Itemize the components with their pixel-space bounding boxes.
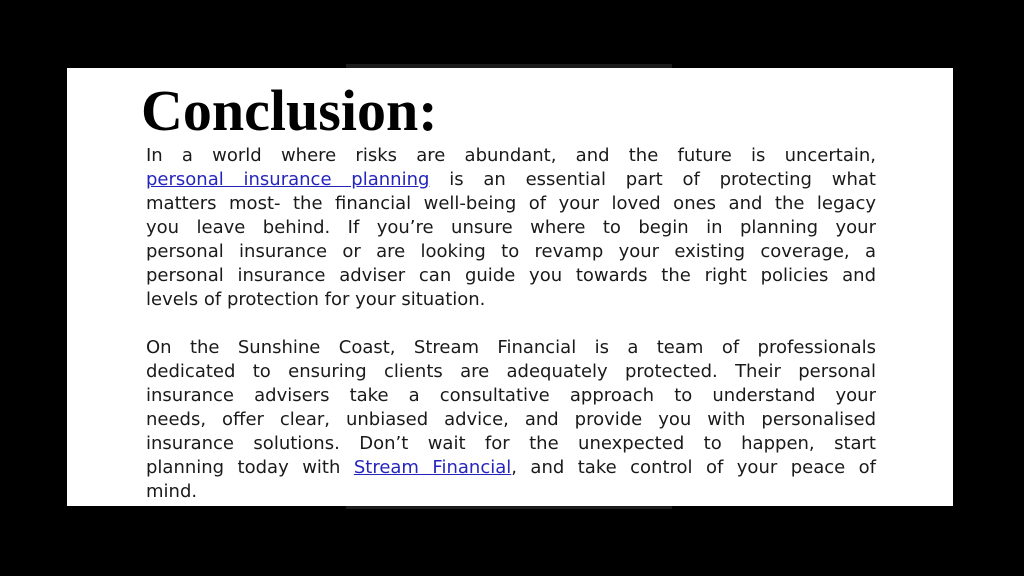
personal-insurance-planning-link[interactable]: personal insurance planning [146,169,430,190]
text-line [146,216,876,240]
text-segment: matters most- the financial well-being of your loved ones and the legacy [146,193,876,214]
text-segment: needs, offer clear, unbiased advice, and provide you with personalised [146,409,876,430]
text-segment: planning today with [146,457,354,478]
paragraph [146,144,876,312]
text-segment: On the Sunshine Coast, Stream Financial is a team of professionals [146,337,876,358]
text-line [146,432,876,456]
text-line [146,240,876,264]
text-line [146,408,876,432]
text-segment: you leave behind. If you’re unsure where to begin in planning your [146,217,876,238]
text-line [146,456,876,480]
text-line [146,144,876,168]
text-segment: mind. [146,481,198,502]
text-segment: In a world where risks are abundant, and the future is uncertain, [146,145,876,166]
text-line [146,384,876,408]
text-segment: personal insurance or are looking to revamp your existing coverage, a [146,241,876,262]
text-segment: dedicated to ensuring clients are adequately protected. Their personal [146,361,876,382]
paragraph [146,336,876,504]
text-segment: levels of protection for your situation. [146,289,486,310]
text-segment: , and take control of your peace of [511,457,877,478]
text-segment: insurance solutions. Don’t wait for the unexpected to happen, start [146,433,876,454]
text-line [146,480,876,504]
text-line [146,336,876,360]
slide [67,68,953,506]
slide-title: Conclusion: [141,78,438,143]
body-text [146,144,876,504]
text-line [146,264,876,288]
stream-financial-link[interactable]: Stream Financial [353,457,512,478]
text-line [146,168,876,192]
text-line [146,360,876,384]
text-line [146,192,876,216]
text-segment: insurance advisers take a consultative approach to understand your [146,385,876,406]
text-segment: personal insurance adviser can guide you towards the right policies and [146,265,876,286]
text-line [146,288,876,312]
text-segment: is an essential part of protecting what [429,169,876,190]
